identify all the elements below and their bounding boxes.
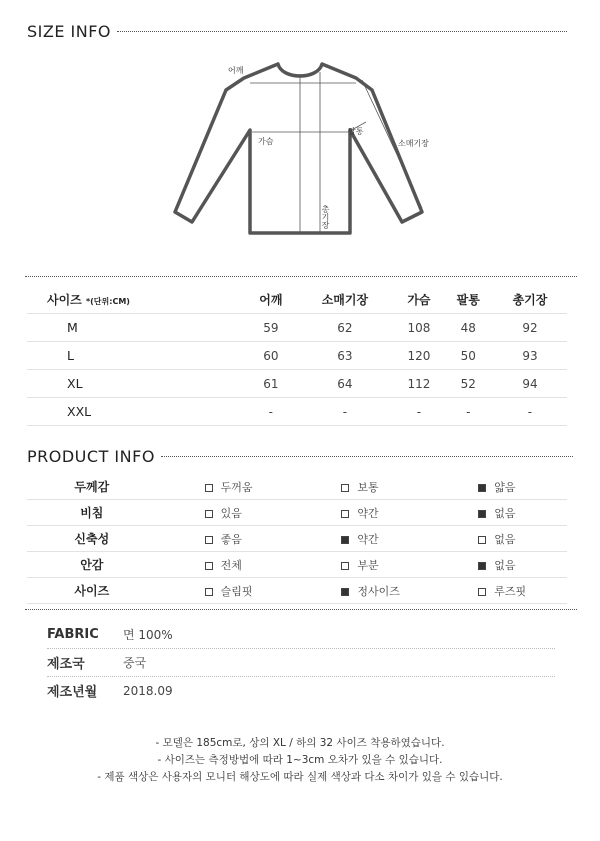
note-line: - 제품 색상은 사용자의 모니터 해상도에 따라 실제 색상과 다소 차이가 있을 수 있습니다. [97,771,503,783]
size-divider [25,276,577,277]
unchecked-box-icon [478,536,486,544]
cell: 62 [296,314,395,342]
checked-box-icon [478,484,486,492]
product-row [27,526,567,552]
product-row [27,552,567,578]
spec-fabric [47,621,555,649]
cell: 120 [394,342,443,370]
cell: 60 [246,342,295,370]
product-option [157,500,294,526]
product-option [430,500,567,526]
cell: 48 [444,314,493,342]
cell: 94 [493,370,567,398]
cell: 59 [246,314,295,342]
row-size: XL [27,370,246,398]
product-option [157,578,294,604]
unchecked-box-icon [205,484,213,492]
option-label: 없음 [494,506,516,520]
unchecked-box-icon [478,588,486,596]
note-line: - 모델은 185cm로, 상의 XL / 하의 32 사이즈 착용하였습니다. [155,737,445,749]
title-divider [161,456,573,457]
cell: 92 [493,314,567,342]
spec-country [47,649,555,677]
col-sleeve: 소매기장 [296,286,395,314]
product-info-title-text: PRODUCT INFO [27,447,155,466]
size-unit: *(단위:CM) [85,297,130,306]
size-table [27,286,567,426]
size-info-title [27,22,567,41]
product-option [430,578,567,604]
unchecked-box-icon [341,562,349,570]
product-option [293,526,430,552]
checked-box-icon [478,562,486,570]
option-label: 좋음 [220,532,242,546]
notes [0,735,600,786]
spec-value: 면 100% [123,628,173,642]
spec-key: FABRIC [47,627,99,642]
option-label: 있음 [220,506,242,520]
cell: - [394,398,443,426]
unchecked-box-icon [205,536,213,544]
col-total: 총기장 [493,286,567,314]
spec-value: 2018.09 [123,683,173,698]
cell: 50 [444,342,493,370]
unchecked-box-icon [205,588,213,596]
product-divider [25,609,577,610]
option-label: 약간 [357,506,379,520]
product-attr-name: 사이즈 [27,578,157,604]
spec-key: 제조국 [47,657,85,672]
product-option [430,526,567,552]
table-row [27,342,567,370]
unchecked-box-icon [341,484,349,492]
cell: 64 [296,370,395,398]
label-shoulder: 어깨 [228,66,244,75]
option-label: 전체 [220,558,242,572]
product-info-title [27,447,573,466]
cell: - [246,398,295,426]
label-total: 총기장 [321,205,330,229]
table-row [27,314,567,342]
option-label: 없음 [494,532,516,546]
product-option [157,552,294,578]
product-attr-name: 안감 [27,552,157,578]
cell: 93 [493,342,567,370]
product-option [430,552,567,578]
product-row [27,474,567,500]
col-arm-width: 팔통 [444,286,493,314]
option-label: 정사이즈 [357,584,400,598]
cell: 52 [444,370,493,398]
product-option [293,500,430,526]
spec-key: 제조년월 [47,685,98,700]
cell: 61 [246,370,295,398]
col-shoulder: 어깨 [246,286,295,314]
product-row [27,500,567,526]
option-label: 슬림핏 [220,584,253,598]
note-line: - 사이즈는 측정방법에 따라 1~3cm 오차가 있을 수 있습니다. [157,754,443,766]
option-label: 두꺼움 [220,480,253,494]
spec-value: 중국 [123,656,147,670]
table-row [27,398,567,426]
option-label: 얇음 [494,480,516,494]
size-header-cell [27,286,246,314]
product-option [293,578,430,604]
cell: 108 [394,314,443,342]
product-option [293,474,430,500]
checked-box-icon [341,588,349,596]
option-label: 루즈핏 [494,584,527,598]
product-option [430,474,567,500]
product-option [293,552,430,578]
garment-diagram [170,50,440,245]
label-sleeve: 소매기장 [398,139,429,148]
product-row [27,578,567,604]
row-size: M [27,314,246,342]
product-option [157,474,294,500]
size-header-label: 사이즈 [47,293,82,307]
unchecked-box-icon [341,510,349,518]
option-label: 부분 [357,558,379,572]
table-row [27,370,567,398]
spec-date [47,677,555,704]
size-info-title-text: SIZE INFO [27,22,112,41]
option-label: 약간 [357,532,379,546]
col-chest: 가슴 [394,286,443,314]
cell: - [493,398,567,426]
checked-box-icon [478,510,486,518]
checked-box-icon [341,536,349,544]
row-size: XXL [27,398,246,426]
product-attr-name: 비침 [27,500,157,526]
row-size: L [27,342,246,370]
cell: - [444,398,493,426]
option-label: 없음 [494,558,516,572]
cell: 63 [296,342,395,370]
cell: - [296,398,395,426]
cell: 112 [394,370,443,398]
product-option [157,526,294,552]
title-divider [117,31,567,32]
unchecked-box-icon [205,562,213,570]
size-table-header [27,286,567,314]
product-attr-name: 신축성 [27,526,157,552]
product-attr-name: 두께감 [27,474,157,500]
option-label: 보통 [357,480,379,494]
unchecked-box-icon [205,510,213,518]
label-chest: 가슴 [258,137,274,146]
product-info-table [27,474,567,604]
label-arm-width: 팔통 [348,127,364,136]
